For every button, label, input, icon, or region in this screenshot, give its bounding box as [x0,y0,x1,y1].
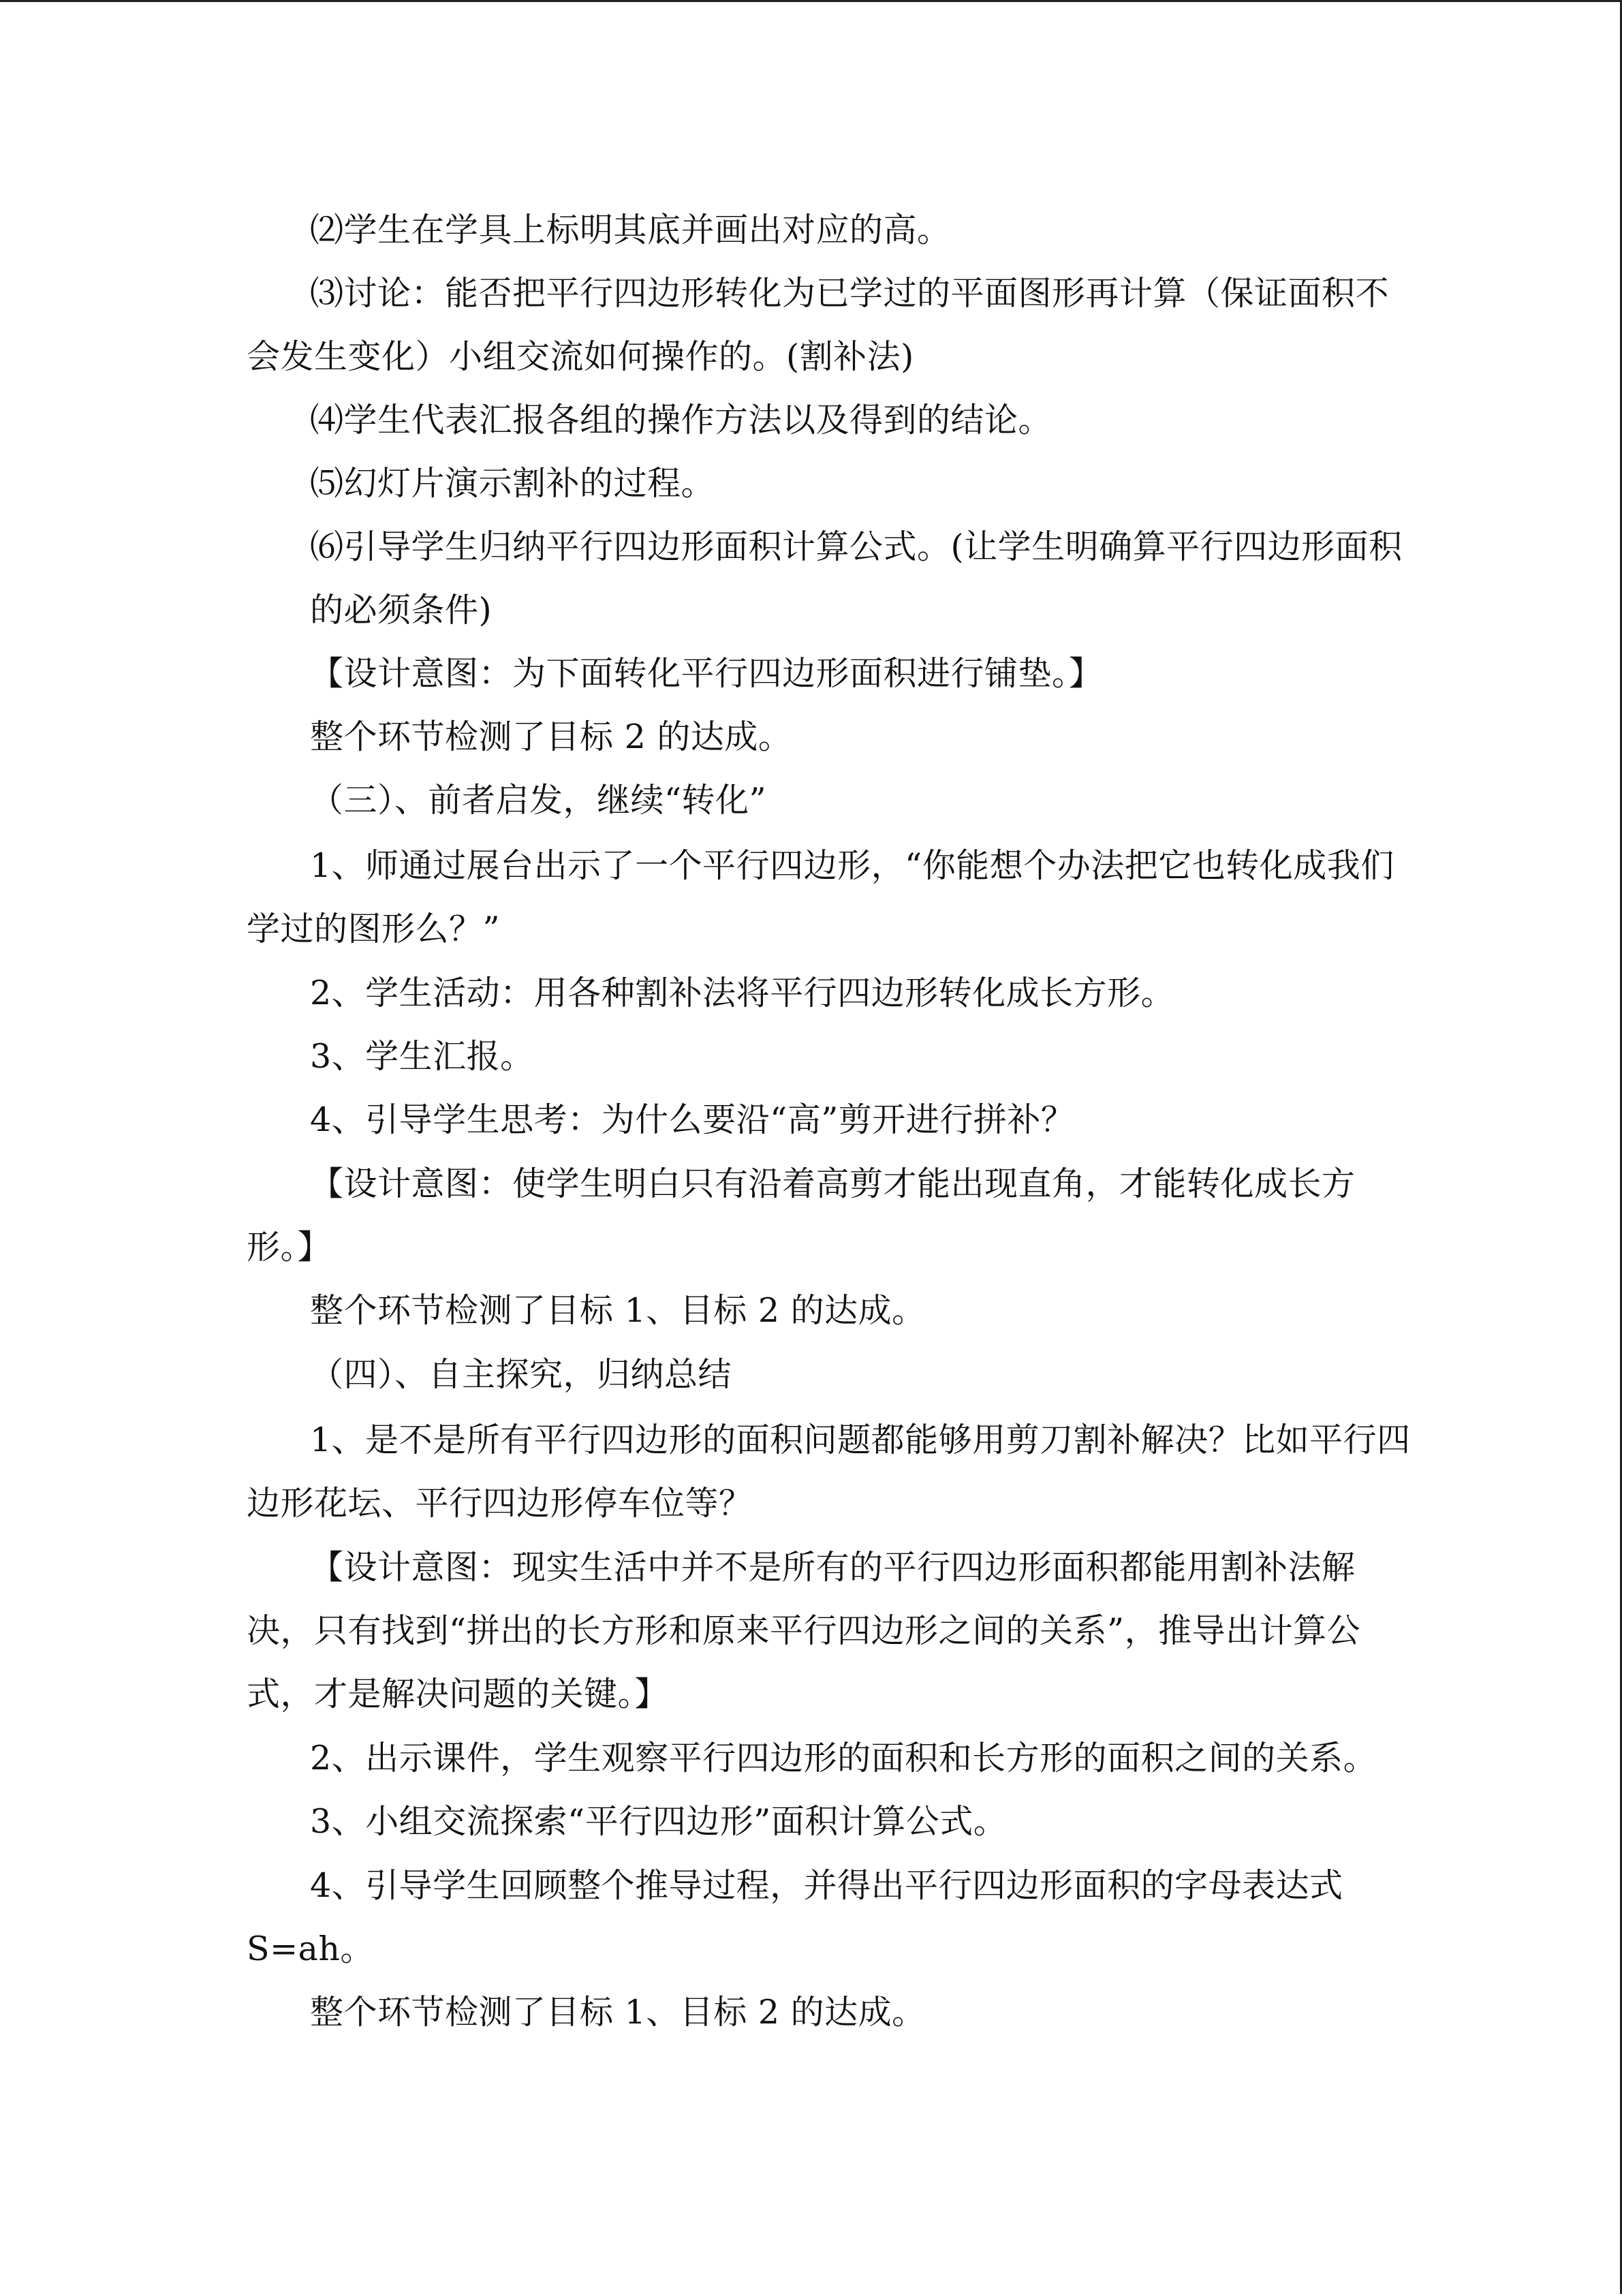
text-line: 的必须条件) [310,591,493,630]
text-line: 整个环节检测了目标 2 的达成。 [310,717,792,756]
text-line: ⑸幻灯片演示割补的过程。 [310,464,715,503]
text-line: ⑹引导学生归纳平行四边形面积计算公式。(让学生明确算平行四边形面积 [310,527,1403,566]
text-line: 会发生变化）小组交流如何操作的。(割补法) [247,337,914,376]
text-line: 2、学生活动：用各种割补法将平行四边形转化成长方形。 [310,974,1175,1012]
text-line: 【设计意图：现实生活中并不是所有的平行四边形面积都能用割补法解 [310,1548,1356,1587]
text-line: ⑷学生代表汇报各组的操作方法以及得到的结论。 [310,401,1052,439]
text-line: 4、引导学生回顾整个推导过程，并得出平行四边形面积的字母表达式 [310,1866,1343,1905]
text-line: 学过的图形么？” [247,910,501,948]
text-line: 【设计意图：使学生明白只有沿着高剪才能出现直角，才能转化成长方 [310,1164,1356,1203]
section-heading: （四）、自主探究，归纳总结 [310,1355,732,1394]
text-line: S=ah。 [247,1929,374,1968]
text-line: 3、学生汇报。 [310,1037,534,1076]
text-line: 整个环节检测了目标 1、目标 2 的达成。 [310,1291,926,1330]
text-line: 1、师通过展台出示了一个平行四边形，“你能想个办法把它也转化成我们 [310,846,1394,885]
section-heading: （三）、前者启发，继续“转化” [310,781,767,820]
text-line: 2、出示课件，学生观察平行四边形的面积和长方形的面积之间的关系。 [310,1739,1377,1778]
text-line: 决，只有找到“拼出的长方形和原来平行四边形之间的关系”，推导出计算公 [247,1611,1361,1650]
text-line: 3、小组交流探索“平行四边形”面积计算公式。 [310,1802,1008,1841]
text-line: 4、引导学生思考：为什么要沿“高”剪开进行拼补？ [310,1100,1075,1139]
text-line: 式，才是解决问题的关键。】 [247,1675,669,1713]
text-line: 1、是不是所有平行四边形的面积问题都能够用剪刀割补解决？比如平行四 [310,1421,1411,1459]
text-line: 边形花坛、平行四边形停车位等？ [247,1484,753,1523]
text-line: 【设计意图：为下面转化平行四边形面积进行铺垫。】 [310,654,1103,693]
text-line: ⑶讨论：能否把平行四边形转化为已学过的平面图形再计算（保证面积不 [310,274,1390,313]
document-body [0,2,1622,2296]
text-line: 形。】 [247,1228,332,1267]
text-line: ⑵学生在学具上标明其底并画出对应的高。 [310,211,951,249]
text-line: 整个环节检测了目标 1、目标 2 的达成。 [310,1993,926,2032]
